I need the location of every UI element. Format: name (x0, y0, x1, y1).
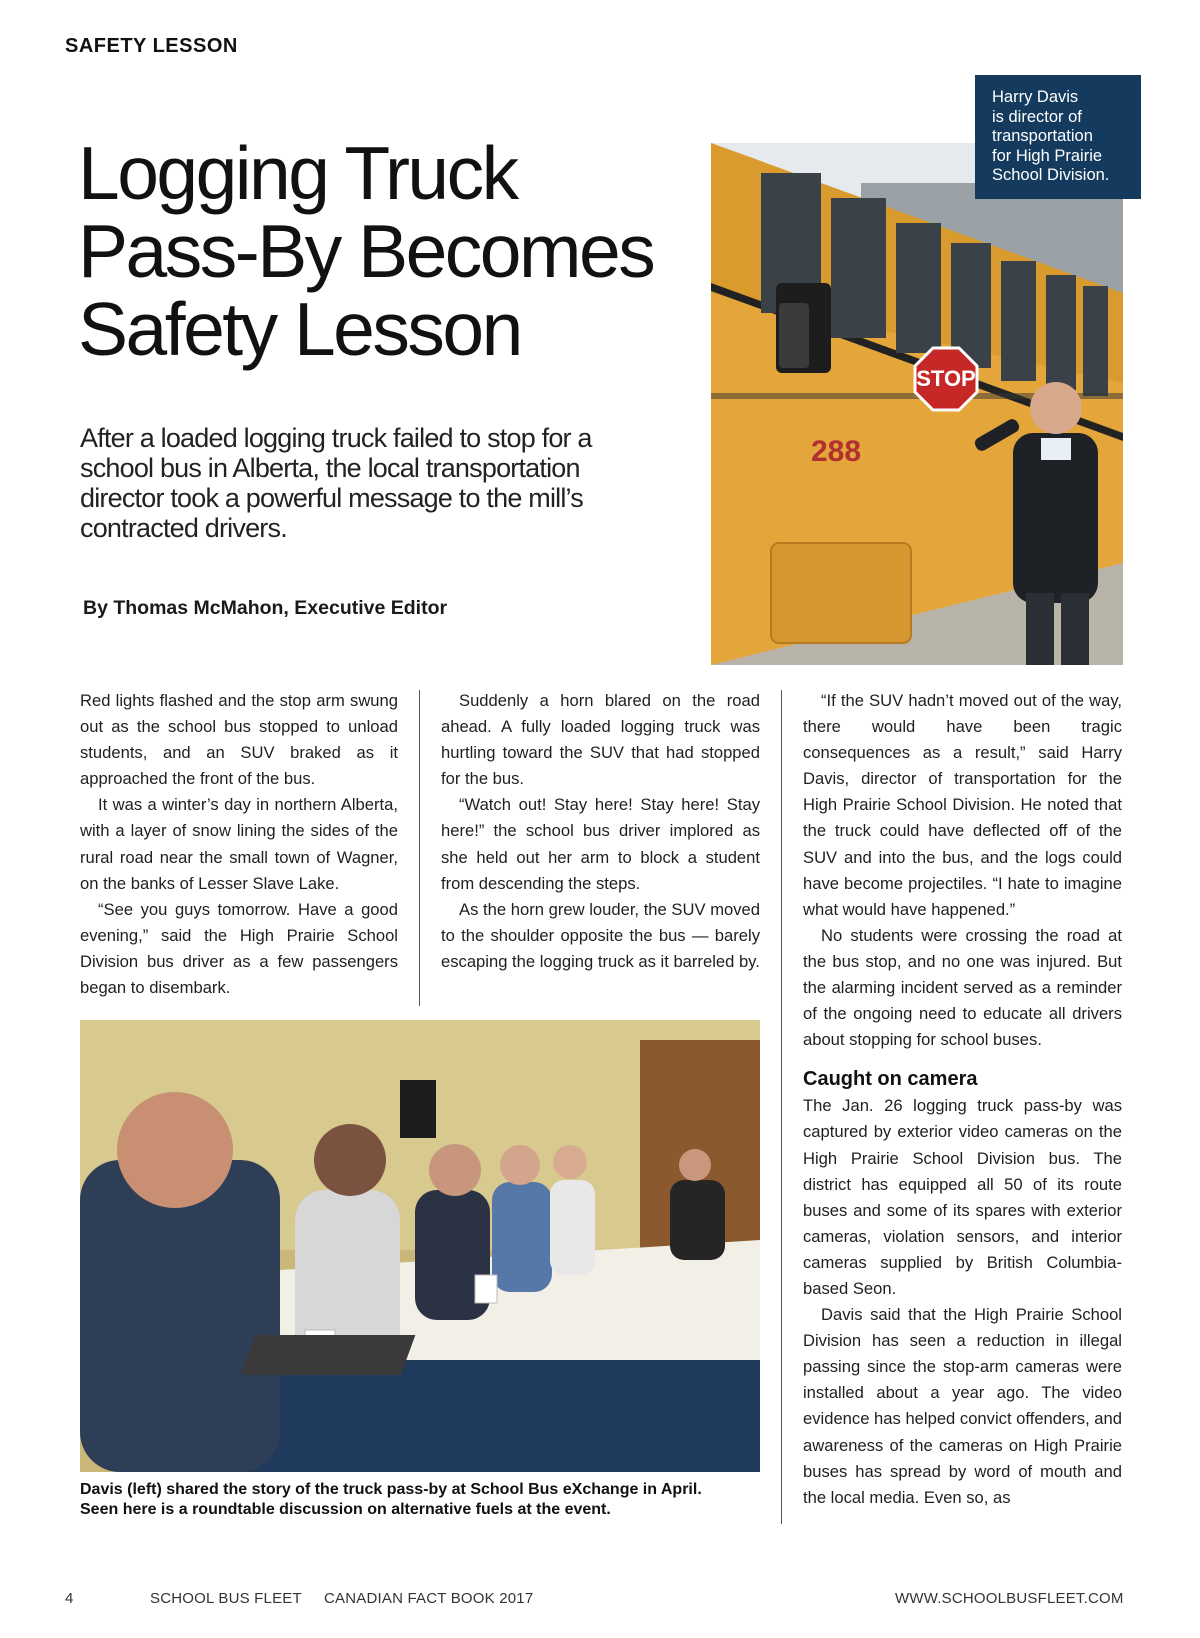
footer-publication: SCHOOL BUS FLEET (150, 1590, 302, 1607)
meeting-photo-caption (80, 1480, 760, 1519)
footer-website: WWW.SCHOOLBUSFLEET.COM (895, 1590, 1124, 1607)
paragraph: It was a winter’s day in northern Alberta, with a layer of snow lining the sides of the rural road near the small town of Wagner, on the banks of Lesser Slave Lake. (80, 795, 398, 893)
paragraph: “If the SUV hadn’t moved out of the way, there would have been tragic consequences as a result,” said Harry Davis, director of transportation for the High Prairie School Division. He noted that the truck could have deflected off of the SUV and into the bus, and the logs could have become projectiles. “I hate to imagine what would have happened.” (803, 691, 1122, 919)
meeting-photo-illustration (80, 1020, 760, 1472)
stop-sign-label: STOP (916, 366, 976, 391)
meeting-caption-line-1: Davis (left) shared the story of the truck pass-by at School Bus eXchange in April. (80, 1481, 702, 1498)
paragraph: The Jan. 26 logging truck pass-by was captured by exterior video cameras on the High Prairie School Division bus. The district has equipped all 50 of its route buses and some of its spares with exterior cameras, violation sensors, and interior cameras supplied by British Columbia-based Seon. (803, 1096, 1122, 1298)
column-divider (419, 690, 420, 1006)
bus-photo (711, 143, 1123, 665)
meeting-caption-line-2: Seen here is a roundtable discussion on alternative fuels at the event. (80, 1500, 611, 1518)
article-column-2 (441, 688, 760, 975)
meeting-photo (80, 1020, 760, 1472)
page-number: 4 (65, 1590, 74, 1607)
photo-caption-line-2: is director of (992, 107, 1082, 126)
photo-caption-line-5: School Division. (992, 166, 1110, 184)
article-column-3 (803, 688, 1122, 1511)
photo-caption-box (975, 75, 1141, 199)
photo-caption-line-1: Harry Davis (992, 88, 1079, 106)
photo-caption-line-3: transportation (992, 127, 1093, 145)
paragraph: Suddenly a horn blared on the road ahead. A fully loaded logging truck was hurtling toward the SUV that had stopped for the bus. (441, 691, 760, 789)
paragraph: “See you guys tomorrow. Have a good evening,” said the High Prairie School Division bus driver as a few passengers began to disembark. (80, 899, 398, 998)
stop-sign (915, 348, 977, 410)
bus-number: 288 (811, 435, 862, 468)
bus-photo-illustration (711, 143, 1123, 665)
byline: By Thomas McMahon, Executive Editor (83, 597, 448, 619)
photo-caption-line-4: for High Prairie (992, 146, 1103, 165)
headline-line-1: Logging Truck (78, 131, 517, 215)
paragraph: As the horn grew louder, the SUV moved to the shoulder opposite the bus — barely escaping the logging truck as it barreled by. (441, 899, 760, 971)
column-divider (781, 690, 782, 1524)
subheading: Caught on camera (803, 1068, 978, 1091)
article-column-1 (80, 688, 398, 1001)
paragraph: Davis said that the High Prairie School Division has seen a reduction in illegal passing since the stop-arm cameras were installed about a year ago. The video evidence has helped convict offenders, and awareness of the cameras on High Prairie buses has spread by word of mouth and the local media. Even so, as (803, 1305, 1122, 1507)
headline-line-3: Safety Lesson (78, 287, 521, 371)
paragraph: Red lights flashed and the stop arm swung out as the school bus stopped to unload students, and an SUV braked as it approached the front of the bus. (80, 691, 398, 789)
article-headline (78, 131, 698, 371)
section-label: SAFETY LESSON (65, 35, 238, 57)
headline-line-2: Pass-By Becomes (78, 209, 654, 293)
article-deck: After a loaded logging truck failed to stop for a school bus in Alberta, the local transportation director took a powerful message to the mill’s contracted drivers. (80, 423, 592, 543)
paragraph: “Watch out! Stay here! Stay here! Stay here!” the school bus driver implored as she held out her arm to block a student from descending the steps. (441, 795, 760, 893)
footer-issue: CANADIAN FACT BOOK 2017 (324, 1590, 534, 1607)
paragraph: No students were crossing the road at the bus stop, and no one was injured. But the alarming incident served as a reminder of the ongoing need to educate all drivers about stopping for school buses. (803, 925, 1122, 1050)
